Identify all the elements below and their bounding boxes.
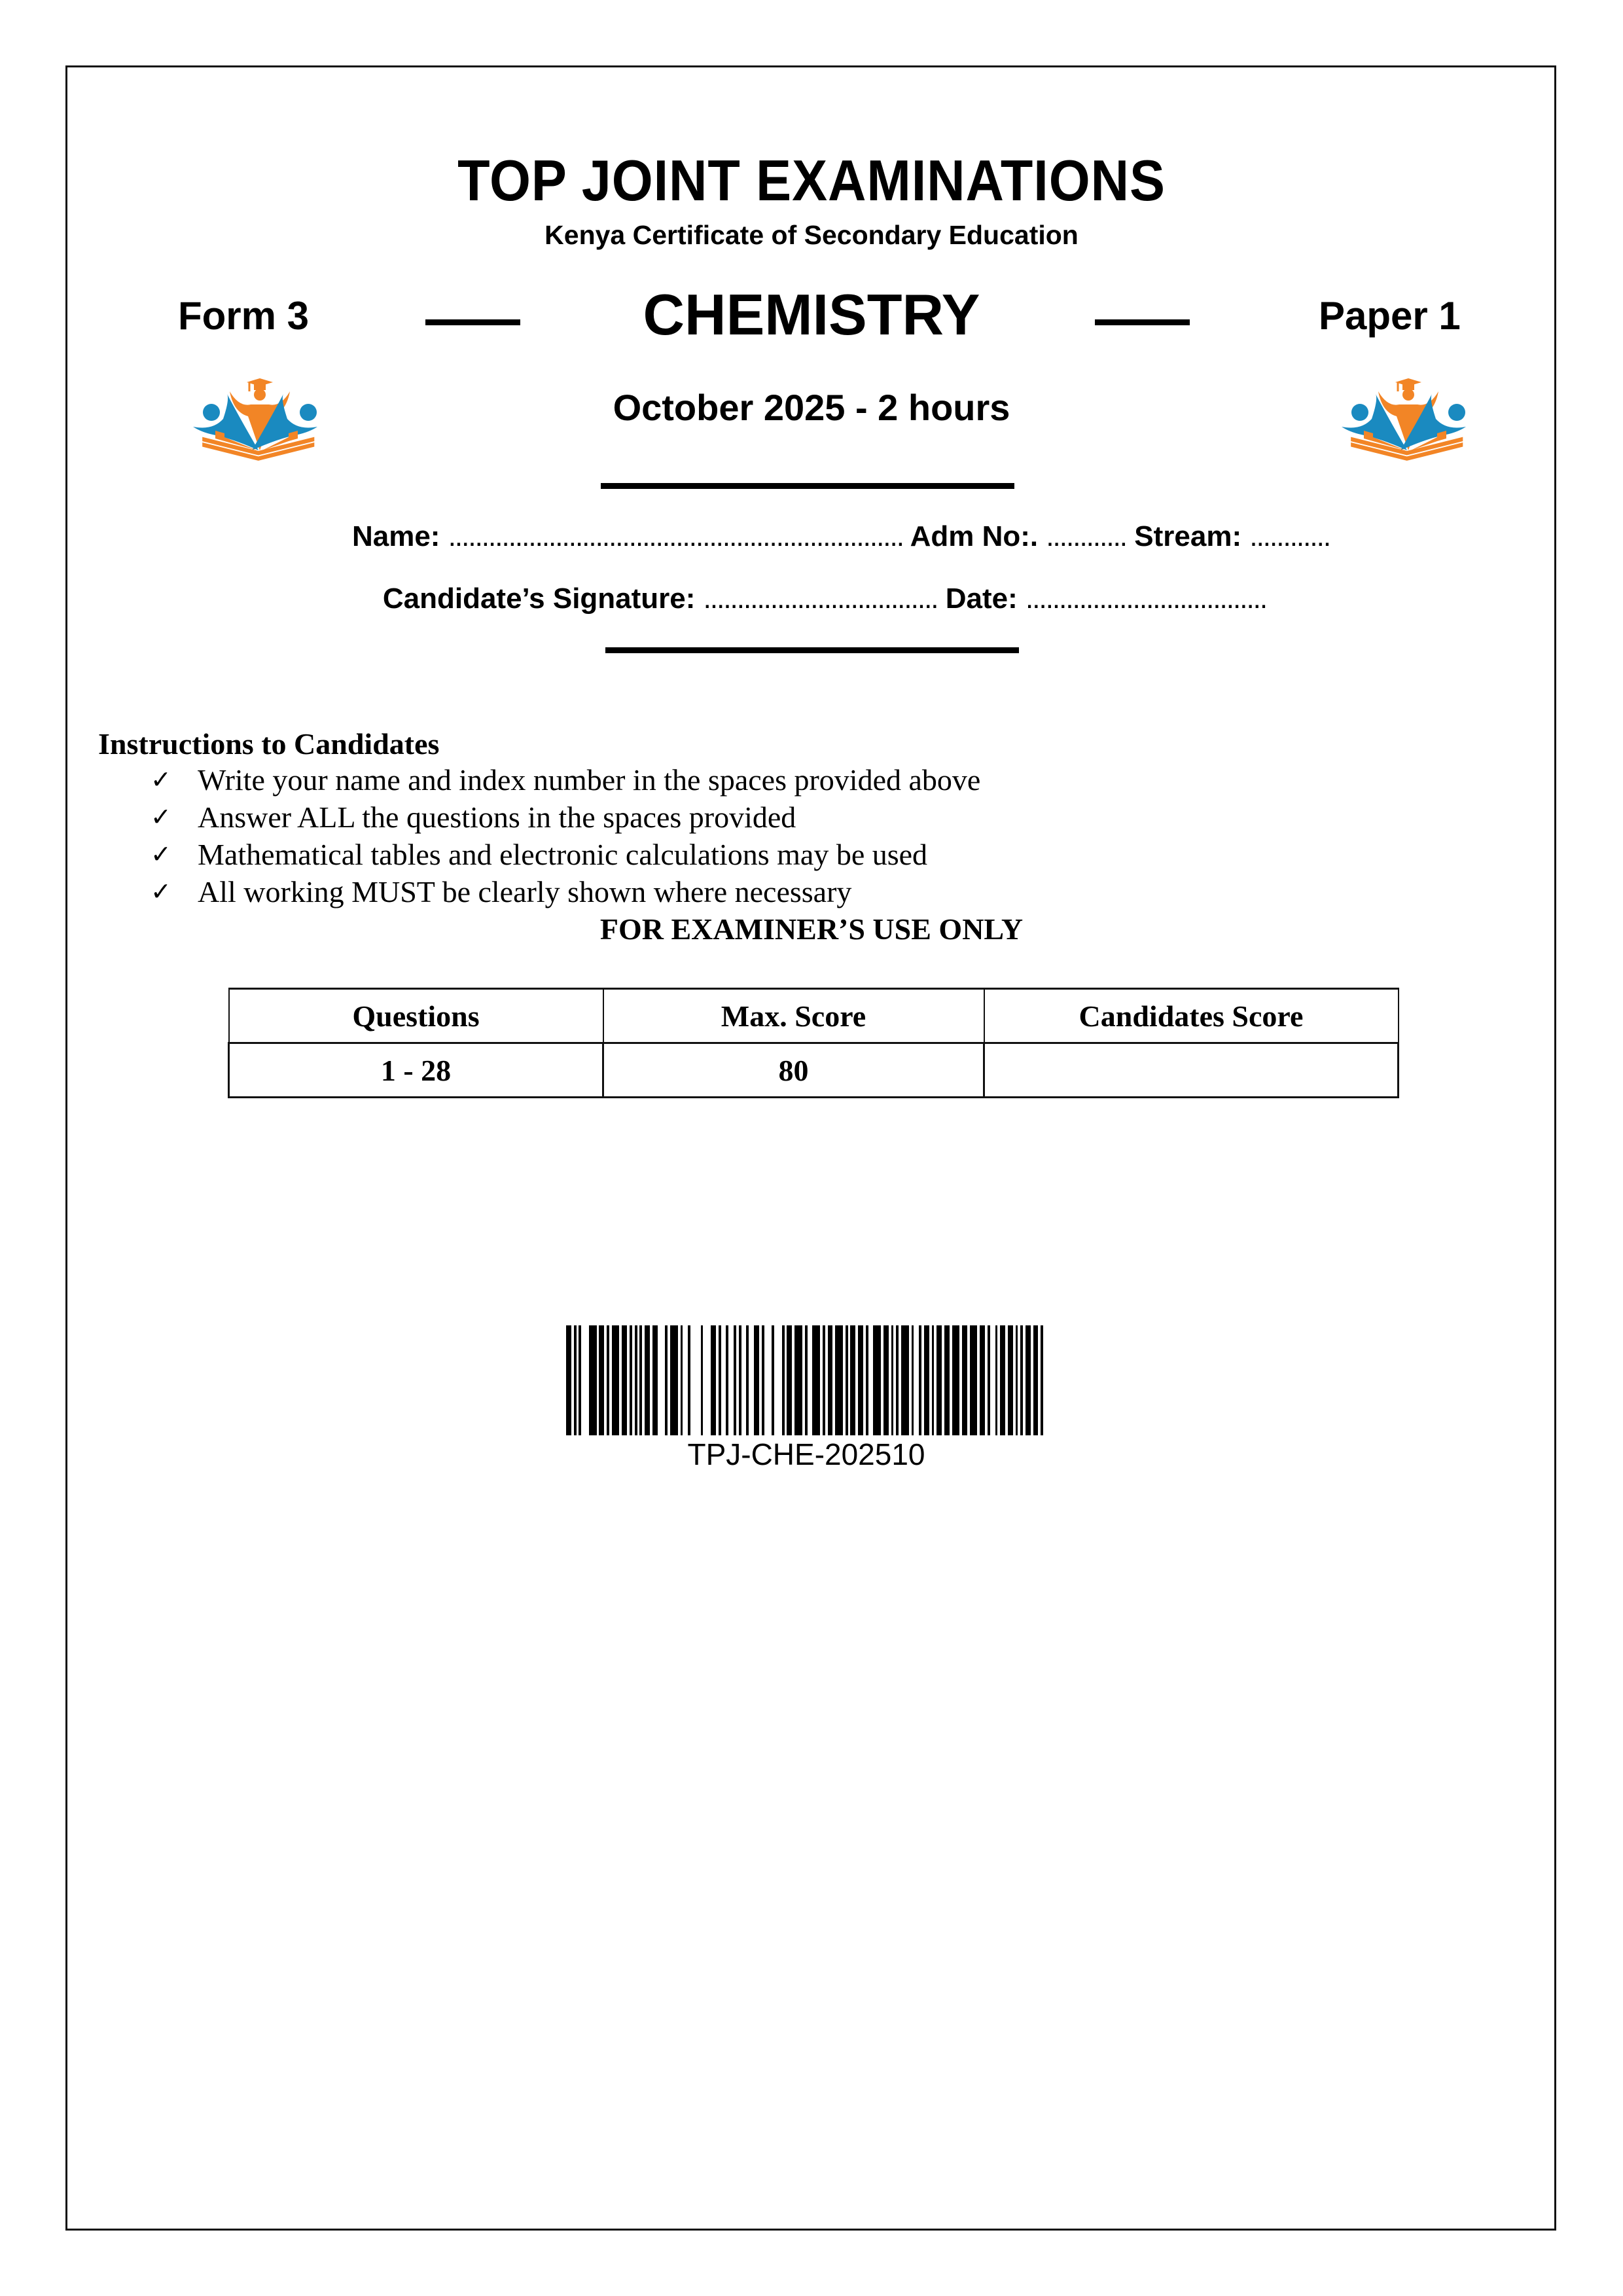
cell-questions: 1 - 28 bbox=[229, 1043, 603, 1098]
divider-bottom bbox=[605, 647, 1019, 653]
candidate-fields-row-2 bbox=[0, 583, 1623, 615]
paper-label: Paper 1 bbox=[1319, 294, 1461, 338]
instruction-item: ✓ Write your name and index number in the spaces provided above bbox=[151, 761, 980, 798]
signature-field[interactable]: ................................... bbox=[703, 583, 938, 615]
exam-date-duration: October 2025 - 2 hours bbox=[613, 387, 1010, 428]
stream-label: Stream: bbox=[1134, 520, 1242, 552]
table-header-row bbox=[229, 989, 1399, 1043]
check-icon: ✓ bbox=[151, 765, 171, 794]
examiner-use-title: FOR EXAMINER’S USE ONLY bbox=[599, 912, 1024, 946]
check-icon: ✓ bbox=[151, 840, 171, 869]
name-label: Name: bbox=[351, 520, 440, 552]
header-candidates-score: Candidates Score bbox=[984, 989, 1399, 1043]
candidate-fields-row-1 bbox=[0, 520, 1623, 553]
adm-no-field[interactable]: ............ bbox=[1046, 520, 1127, 552]
instruction-item: ✓ All working MUST be clearly shown where necessary bbox=[151, 873, 980, 910]
barcode-text: TPJ-CHE-202510 bbox=[687, 1437, 925, 1471]
table-row bbox=[229, 1043, 1399, 1098]
cell-candidates-score[interactable] bbox=[984, 1043, 1399, 1098]
cell-max-score: 80 bbox=[603, 1043, 984, 1098]
instruction-item: ✓ Answer ALL the questions in the spaces provided bbox=[151, 798, 980, 836]
header-questions: Questions bbox=[229, 989, 603, 1043]
adm-no-label: Adm No:. bbox=[910, 520, 1039, 552]
org-title: TOP JOINT EXAMINATIONS bbox=[457, 148, 1166, 213]
stream-field[interactable]: ............ bbox=[1249, 520, 1330, 552]
signature-label: Candidate’s Signature: bbox=[382, 583, 696, 615]
instructions-title: Instructions to Candidates bbox=[98, 727, 440, 761]
form-label: Form 3 bbox=[178, 294, 310, 338]
instructions-list bbox=[151, 761, 980, 910]
header-max-score: Max. Score bbox=[603, 989, 984, 1043]
divider-top bbox=[601, 483, 1014, 489]
check-icon: ✓ bbox=[151, 802, 171, 831]
instruction-item: ✓ Mathematical tables and electronic calculations may be used bbox=[151, 836, 980, 873]
name-field[interactable]: .................................................................... bbox=[448, 520, 903, 552]
dash-right bbox=[1095, 319, 1190, 325]
date-label: Date: bbox=[945, 583, 1018, 615]
subject-title: CHEMISTRY bbox=[643, 282, 980, 347]
examiner-score-table bbox=[228, 988, 1399, 1098]
check-icon: ✓ bbox=[151, 877, 171, 906]
barcode bbox=[566, 1325, 1046, 1435]
org-subtitle: Kenya Certificate of Secondary Education bbox=[544, 220, 1079, 250]
date-field[interactable]: .................................... bbox=[1026, 583, 1267, 615]
